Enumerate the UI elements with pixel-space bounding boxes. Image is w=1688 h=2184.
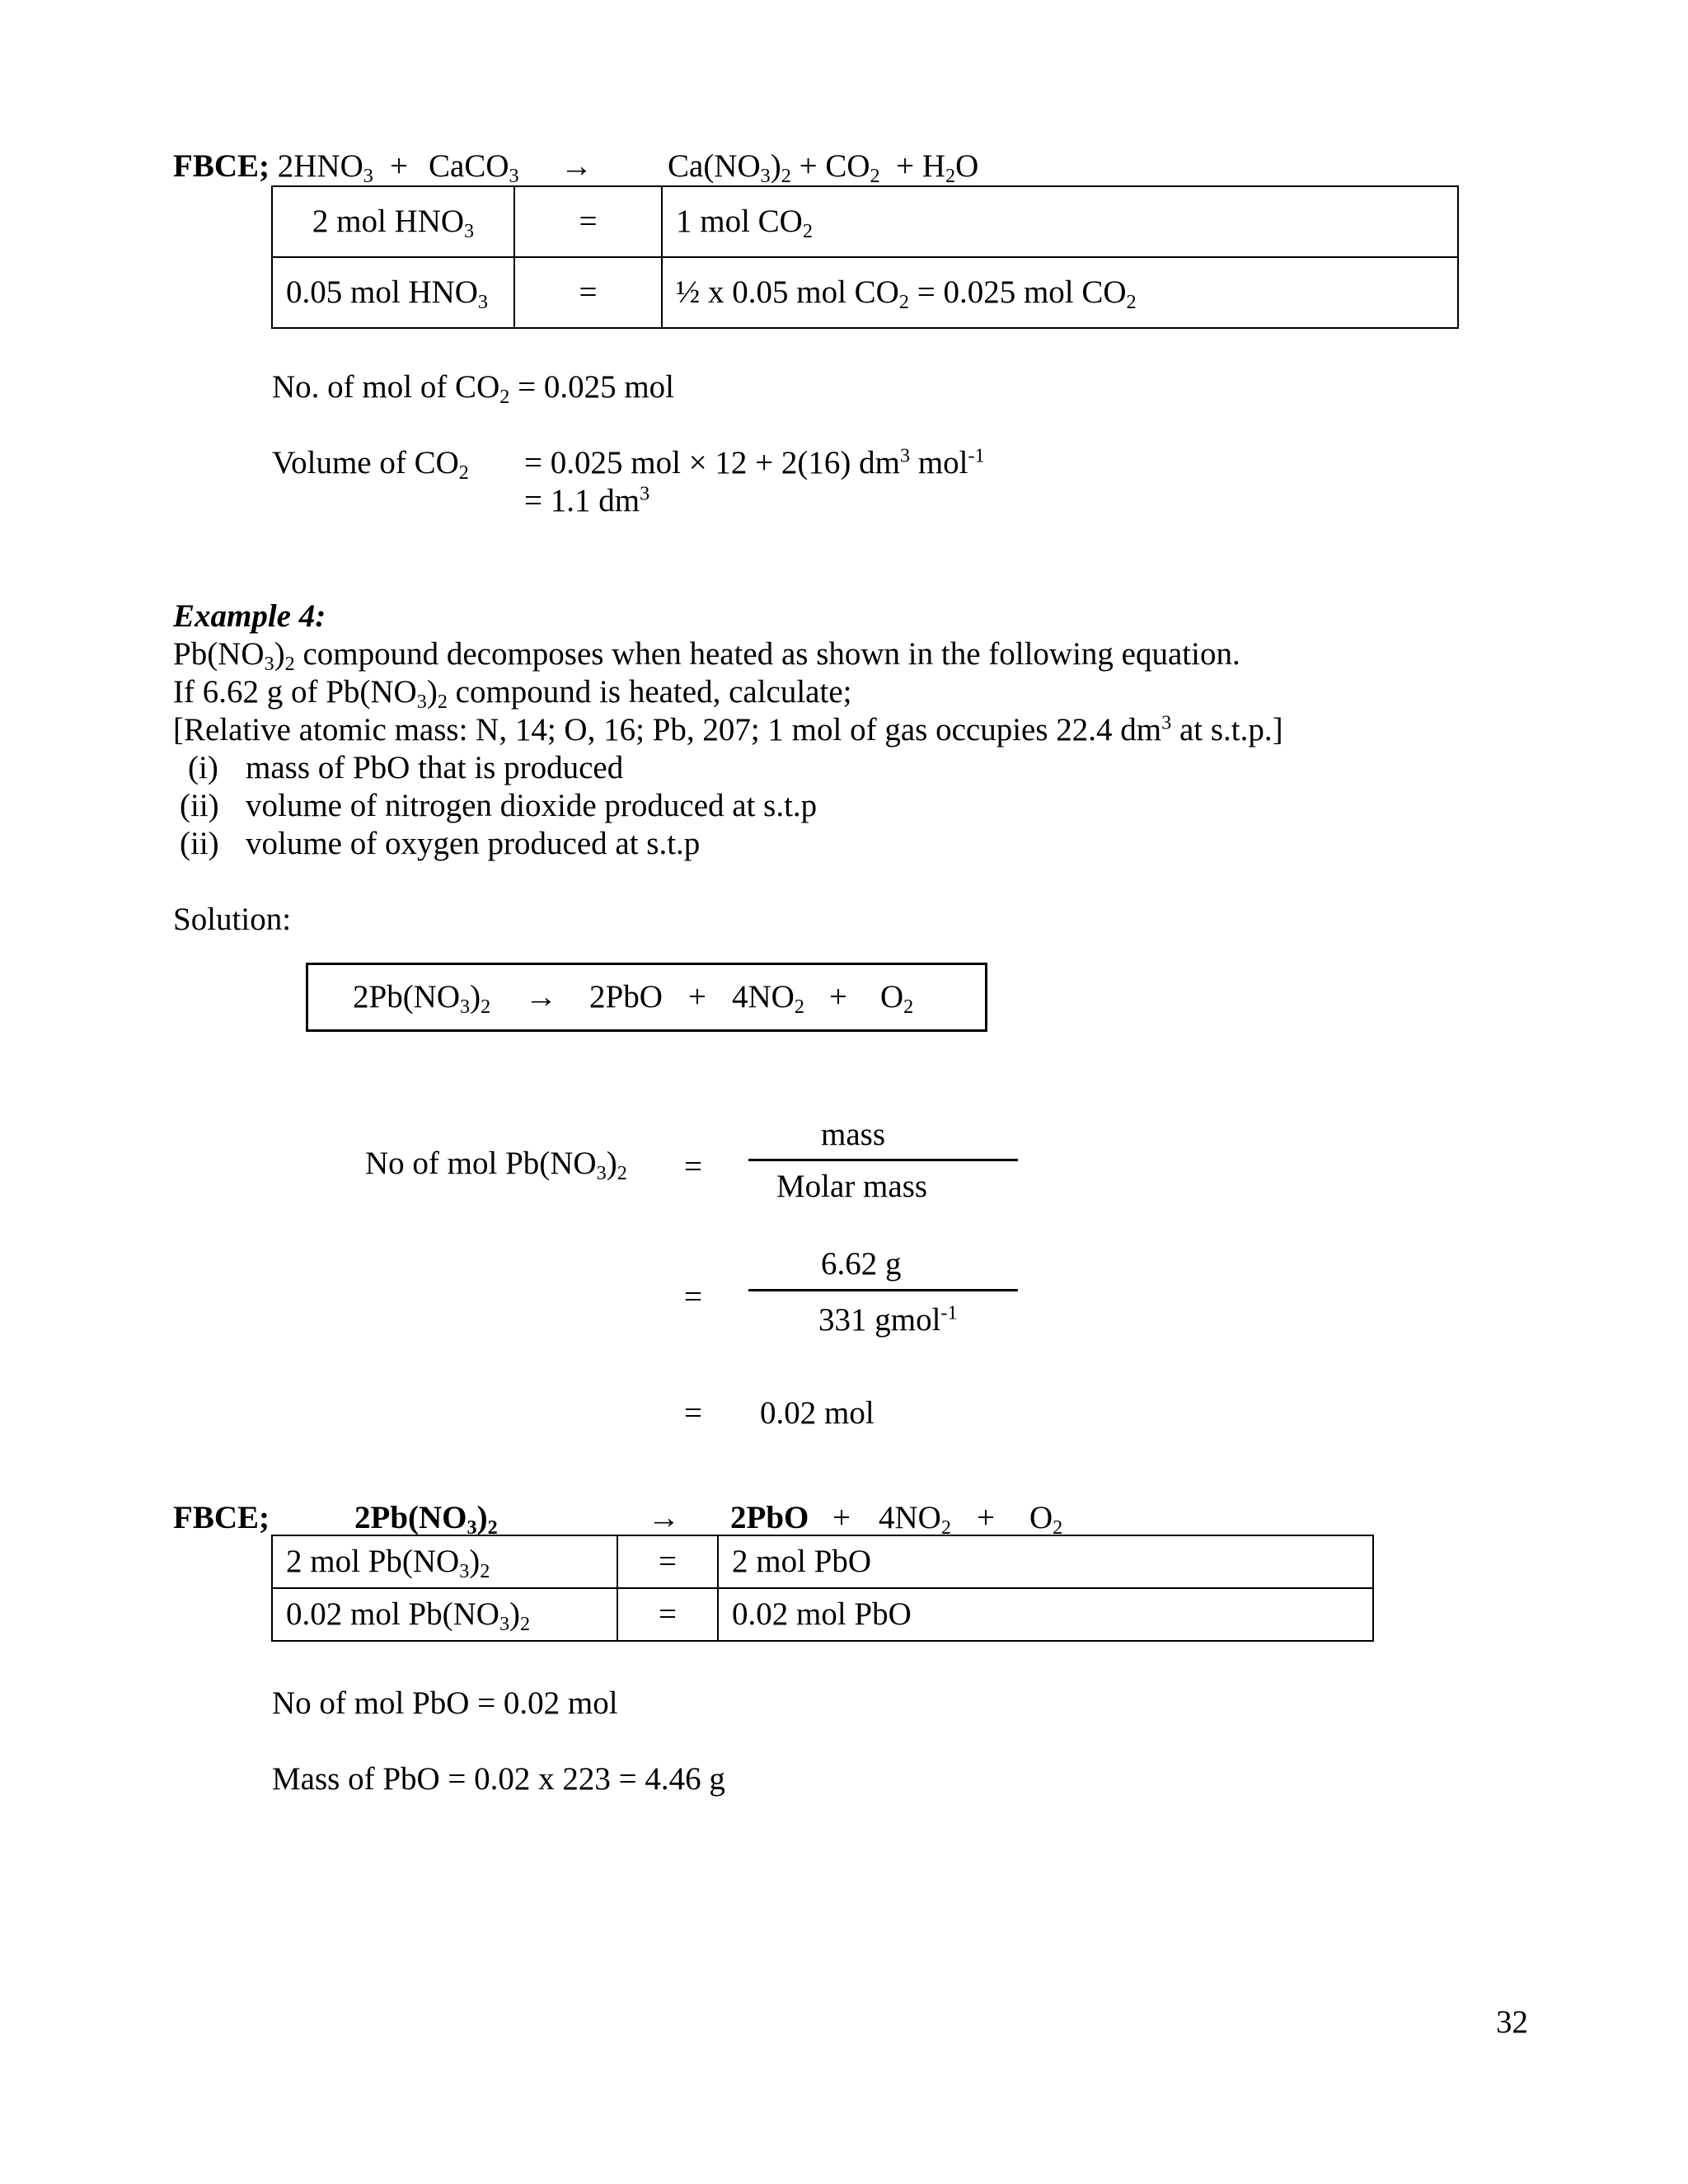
boxed-equation-o2: $O_2$ bbox=[880, 979, 914, 1018]
boxed-equation-pbo: 2PbO bbox=[589, 979, 663, 1015]
table-cell: = bbox=[514, 186, 662, 257]
table-cell: 0.02 mol PbO bbox=[718, 1588, 1373, 1641]
fbce-2-no2: $4NO_2$ bbox=[879, 1500, 951, 1539]
mole-ratio-table-2 bbox=[271, 1535, 1374, 1642]
volume-co2-calc-line1: = 0.025 mol × 12 + 2(16) $dm^3$ mol$^{-1}$ bbox=[524, 444, 985, 480]
equals-sign-2: = bbox=[684, 1279, 702, 1315]
mole-calc-result: 0.02 mol bbox=[760, 1395, 874, 1431]
fraction-1-bar bbox=[748, 1159, 1018, 1161]
boxed-equation-plus-2: + bbox=[829, 979, 847, 1015]
table-row bbox=[272, 1588, 1373, 1641]
fbce-label-2: FBCE; bbox=[173, 1500, 270, 1535]
question-2-number: (ii) bbox=[180, 788, 219, 823]
fbce-2-pbo: 2PbO bbox=[730, 1500, 809, 1535]
table-cell: 2 mol $Pb(NO_3)_2$ bbox=[272, 1535, 617, 1588]
mass-pbo-line: Mass of PbO = 0.02 x 223 = 4.46 g bbox=[272, 1761, 725, 1797]
mole-calc-label: No of mol $Pb(NO_3)_2$ bbox=[365, 1146, 627, 1184]
table-cell: ½ x 0.05 mol $CO_2 = 0.025$ mol $CO_2$ bbox=[662, 257, 1458, 328]
boxed-equation-arrow: → bbox=[525, 979, 557, 1015]
volume-co2-label: Volume of $CO_2$ bbox=[272, 445, 469, 484]
fbce-2-o2: $O_2$ bbox=[1029, 1500, 1063, 1539]
boxed-equation-reactant: $2Pb(NO_3)_2$ bbox=[353, 979, 491, 1018]
question-3-text: volume of oxygen produced at s.t.p bbox=[246, 826, 701, 861]
volume-co2-calc-line2: = 1.1 $dm^3$ bbox=[524, 482, 650, 518]
table-row bbox=[272, 186, 1458, 257]
fbce-equation-1: FBCE; $2HNO_3$ bbox=[173, 148, 373, 187]
example-heading: Example 4: bbox=[173, 598, 326, 634]
boxed-equation-no2: $4NO_2$ bbox=[732, 979, 804, 1018]
fbce-2-arrow: → bbox=[648, 1500, 680, 1535]
fraction-1-numerator: mass bbox=[821, 1117, 885, 1152]
table-cell: 2 mol $HNO_3$ bbox=[272, 186, 514, 257]
fbce-2-reactant: $2Pb(NO_3)_2$ bbox=[354, 1500, 498, 1539]
table-row bbox=[272, 1535, 1373, 1588]
question-1-text: mass of PbO that is produced bbox=[246, 750, 624, 785]
table-cell: = bbox=[617, 1535, 718, 1588]
page-number: 32 bbox=[1496, 2004, 1528, 2040]
mole-ratio-table-1 bbox=[271, 185, 1459, 329]
fraction-2-denominator: 331 gmol$^{-1}$ bbox=[818, 1301, 958, 1338]
equals-sign-3: = bbox=[684, 1395, 702, 1431]
question-3-number: (ii) bbox=[180, 826, 219, 861]
products-1: $Ca(NO_3)_2 + CO_2 + H_2O$ bbox=[668, 148, 979, 187]
solution-label: Solution: bbox=[173, 902, 292, 937]
boxed-equation-plus-1: + bbox=[688, 979, 706, 1015]
fbce-2-plus-2: + bbox=[977, 1500, 995, 1535]
table-cell: 0.02 mol $Pb(NO_3)_2$ bbox=[272, 1588, 617, 1641]
fraction-2-bar bbox=[748, 1289, 1018, 1291]
example-line-3: [Relative atomic mass: N, 14; O, 16; Pb, 207; 1 mol of gas occupies 22.4 $dm^3$ at s.t.p.] bbox=[173, 711, 1283, 748]
reactant-caco3: CaCO$_3$ bbox=[429, 148, 519, 187]
question-2-text: volume of nitrogen dioxide produced at s.t.p bbox=[246, 788, 818, 823]
question-1-number: (i) bbox=[188, 750, 218, 785]
moles-pbo-line: No of mol PbO = 0.02 mol bbox=[272, 1685, 618, 1721]
table-cell: 1 mol $CO_2$ bbox=[662, 186, 1458, 257]
fraction-1-denominator: Molar mass bbox=[776, 1169, 928, 1204]
moles-co2-line: No. of mol of $CO_2 = 0.025$ mol bbox=[272, 369, 675, 408]
table-cell: 0.05 mol $HNO_3$ bbox=[272, 257, 514, 328]
table-row bbox=[272, 257, 1458, 328]
reaction-arrow: → bbox=[560, 148, 593, 184]
table-cell: 2 mol PbO bbox=[718, 1535, 1373, 1588]
example-line-2: If 6.62 g of $Pb(NO_3)_2$ compound is heated, calculate; bbox=[173, 674, 852, 713]
reactant-hno3: 2HNO bbox=[277, 148, 363, 184]
fraction-2-numerator: 6.62 g bbox=[821, 1246, 902, 1282]
fbce-2-plus-1: + bbox=[832, 1500, 851, 1535]
equals-sign-1: = bbox=[684, 1149, 702, 1184]
fbce-label: FBCE; bbox=[173, 148, 270, 184]
table-cell: = bbox=[617, 1588, 718, 1641]
table-cell: = bbox=[514, 257, 662, 328]
example-line-1: $Pb(NO_3)_2$ compound decomposes when heated as shown in the following equation. bbox=[173, 636, 1240, 675]
plus-sign: + bbox=[390, 148, 408, 184]
